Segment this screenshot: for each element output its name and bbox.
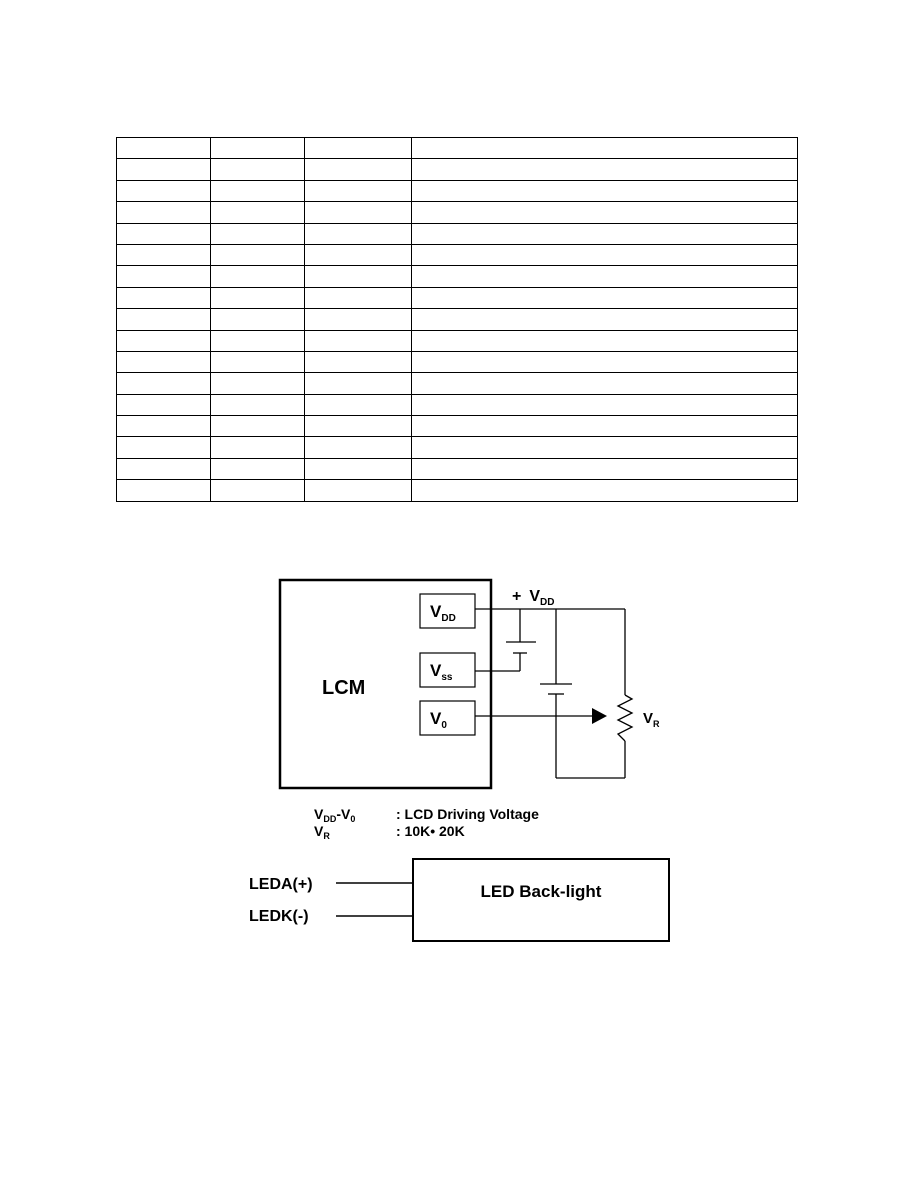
vss-pin-label: $V_{ss}$ xyxy=(430,661,453,683)
led-backlight-label: LED Back-light xyxy=(480,882,602,901)
resistor-vr-label: $V_R$ xyxy=(643,710,660,729)
leda-label: LEDA(+) xyxy=(249,876,313,893)
vdd-pin-label: $V_{DD}$ xyxy=(430,602,456,624)
note-driving-voltage: $V_{DD}-V_0$ : LCD Driving Voltage xyxy=(314,806,539,824)
ledk-label: LEDK(-) xyxy=(249,908,309,925)
lcm-module-box xyxy=(280,580,491,788)
supply-vdd-label: + $V_{DD}$ xyxy=(512,588,555,608)
v0-pin-label: $V_0$ xyxy=(430,709,447,731)
wiper-arrow-icon xyxy=(592,708,607,724)
lcm-label: LCM xyxy=(322,677,366,699)
v0-pin-box xyxy=(420,701,475,735)
circuit-wiring xyxy=(475,609,632,778)
note-resistor-range: $V_R$ : 10K• 20K xyxy=(314,823,465,841)
